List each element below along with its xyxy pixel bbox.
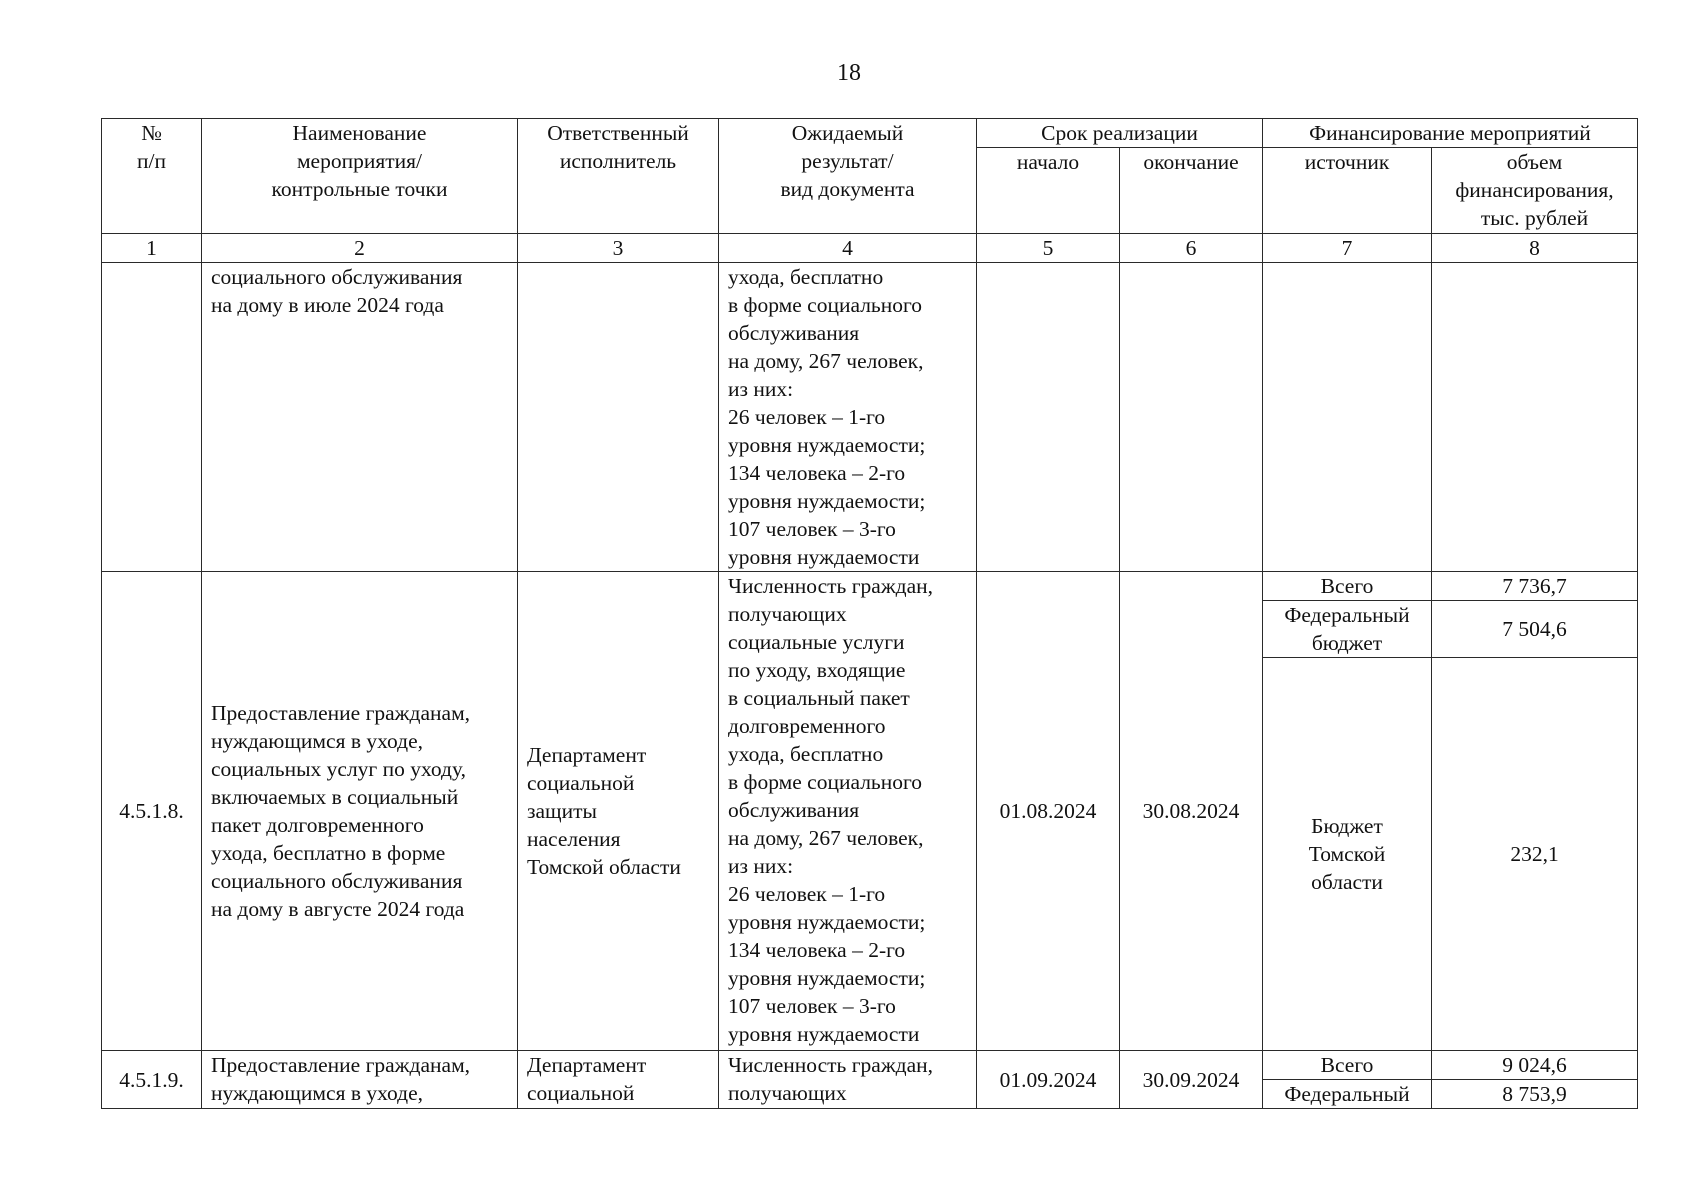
table-row (102, 572, 1638, 601)
cell-source: Федеральный бюджет (1263, 601, 1432, 658)
cell-source: Бюджет Томской области (1263, 658, 1432, 1051)
cell-executor: Департамент социальной (518, 1051, 719, 1109)
cell-end (1120, 263, 1263, 572)
column-number: 4 (719, 234, 977, 263)
column-number: 5 (977, 234, 1120, 263)
header-name: Наименование мероприятия/ контрольные точки (202, 119, 518, 234)
cell-name: Предоставление гражданам, нуждающимся в уходе, социальных услуг по уходу, включаемых в социальный пакет долговременного ухода, бесплатно в форме социального обслуживания на дому в августе 2024 года (202, 572, 518, 1051)
header-num: № п/п (102, 119, 202, 234)
table-row (102, 1051, 1638, 1080)
column-number: 1 (102, 234, 202, 263)
header-end: окончание (1120, 148, 1263, 234)
header-result: Ожидаемый результат/ вид документа (719, 119, 977, 234)
cell-amount: 232,1 (1432, 658, 1638, 1051)
cell-amount: 7 736,7 (1432, 572, 1638, 601)
cell-end: 30.09.2024 (1120, 1051, 1263, 1109)
cell-amount: 9 024,6 (1432, 1051, 1638, 1080)
header-source: источник (1263, 148, 1432, 234)
cell-source: Всего (1263, 1051, 1432, 1080)
header-amount: объем финансирования, тыс. рублей (1432, 148, 1638, 234)
cell-amount (1432, 263, 1638, 572)
cell-num (102, 263, 202, 572)
column-number: 8 (1432, 234, 1638, 263)
cell-executor (518, 263, 719, 572)
page-number: 18 (837, 60, 861, 86)
cell-source: Всего (1263, 572, 1432, 601)
cell-result: Численность граждан, получающих социальные услуги по уходу, входящие в социальный пакет долговременного ухода, бесплатно в форме социального обслуживания на дому, 267 человек, из них: 26 человек – 1-го уровня нуждаемости; 134 человека – 2-го уровня нуждаемости; 107 человек – 3-го уровня нуждаемости (719, 572, 977, 1051)
header-period-group: Срок реализации (977, 119, 1263, 148)
header-executor: Ответственный исполнитель (518, 119, 719, 234)
cell-amount: 7 504,6 (1432, 601, 1638, 658)
column-number: 6 (1120, 234, 1263, 263)
cell-name: Предоставление гражданам, нуждающимся в уходе, (202, 1051, 518, 1109)
cell-executor: Департамент социальной защиты населения Томской области (518, 572, 719, 1051)
column-numbers-row (102, 234, 1638, 263)
column-number: 7 (1263, 234, 1432, 263)
cell-start (977, 263, 1120, 572)
cell-start: 01.09.2024 (977, 1051, 1120, 1109)
table-row (102, 263, 1638, 572)
cell-end: 30.08.2024 (1120, 572, 1263, 1051)
header-finance-group: Финансирование мероприятий (1263, 119, 1638, 148)
cell-start: 01.08.2024 (977, 572, 1120, 1051)
column-number: 3 (518, 234, 719, 263)
cell-result: Численность граждан, получающих (719, 1051, 977, 1109)
cell-source (1263, 263, 1432, 572)
cell-amount: 8 753,9 (1432, 1080, 1638, 1109)
cell-name: социального обслуживания на дому в июле 2024 года (202, 263, 518, 572)
cell-num: 4.5.1.8. (102, 572, 202, 1051)
table-header-row (102, 119, 1638, 148)
column-number: 2 (202, 234, 518, 263)
header-start: начало (977, 148, 1120, 234)
cell-source: Федеральный (1263, 1080, 1432, 1109)
cell-result: ухода, бесплатно в форме социального обслуживания на дому, 267 человек, из них: 26 человек – 1-го уровня нуждаемости; 134 человека – 2-го уровня нуждаемости; 107 человек – 3-го уровня нуждаемости (719, 263, 977, 572)
activities-table (101, 118, 1638, 1109)
cell-num: 4.5.1.9. (102, 1051, 202, 1109)
